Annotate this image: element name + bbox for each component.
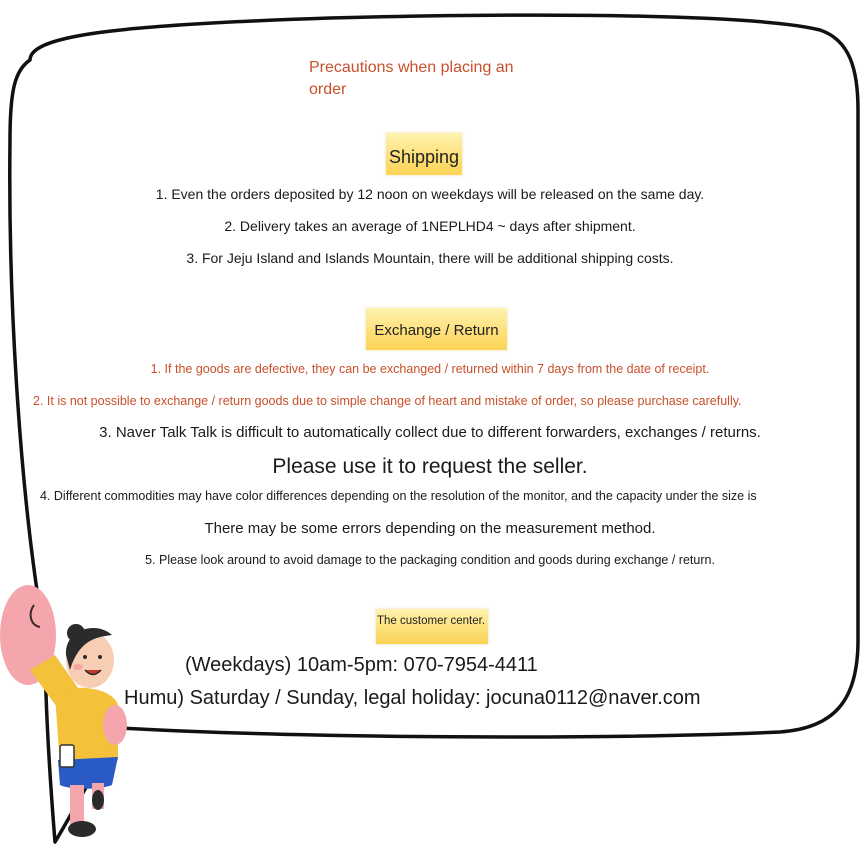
- waving-girl-illustration: [0, 575, 140, 845]
- shipping-item-1: 1. Even the orders deposited by 12 noon on weekdays will be released on the same day.: [155, 186, 705, 202]
- exchange-item-4: 4. Different commodities may have color differences depending on the resolution of the monitor, and the capacity under the size is: [40, 489, 757, 503]
- weekday-contact: (Weekdays) 10am-5pm: 070-7954-4411: [185, 654, 538, 676]
- exchange-item-5: 5. Please look around to avoid damage to the packaging condition and goods during exchange / return.: [145, 553, 715, 567]
- page-title: Precautions when placing an order: [309, 59, 514, 98]
- shipping-item-3: 3. For Jeju Island and Islands Mountain, there will be additional shipping costs.: [186, 250, 674, 266]
- exchange-item-3-cont: Please use it to request the seller.: [272, 455, 588, 478]
- exchange-item-3: 3. Naver Talk Talk is difficult to automatically collect due to different forwarders, exchanges / returns.: [99, 424, 761, 441]
- shipping-item-2: 2. Delivery takes an average of 1NEPLHD4 ~ days after shipment.: [224, 218, 636, 234]
- shipping-heading: Shipping: [386, 133, 462, 175]
- customer-center-heading: The customer center.: [376, 609, 488, 644]
- exchange-item-1: 1. If the goods are defective, they can be exchanged / returned within 7 days from the date of receipt.: [150, 362, 710, 376]
- exchange-item-2: 2. It is not possible to exchange / return goods due to simple change of heart and mistake of order, so please purchase carefully.: [33, 394, 742, 408]
- exchange-item-4-cont: There may be some errors depending on the measurement method.: [204, 520, 656, 537]
- exchange-heading: Exchange / Return: [366, 308, 507, 350]
- weekend-contact: Humu) Saturday / Sunday, legal holiday: jocuna0112@naver.com: [124, 687, 701, 709]
